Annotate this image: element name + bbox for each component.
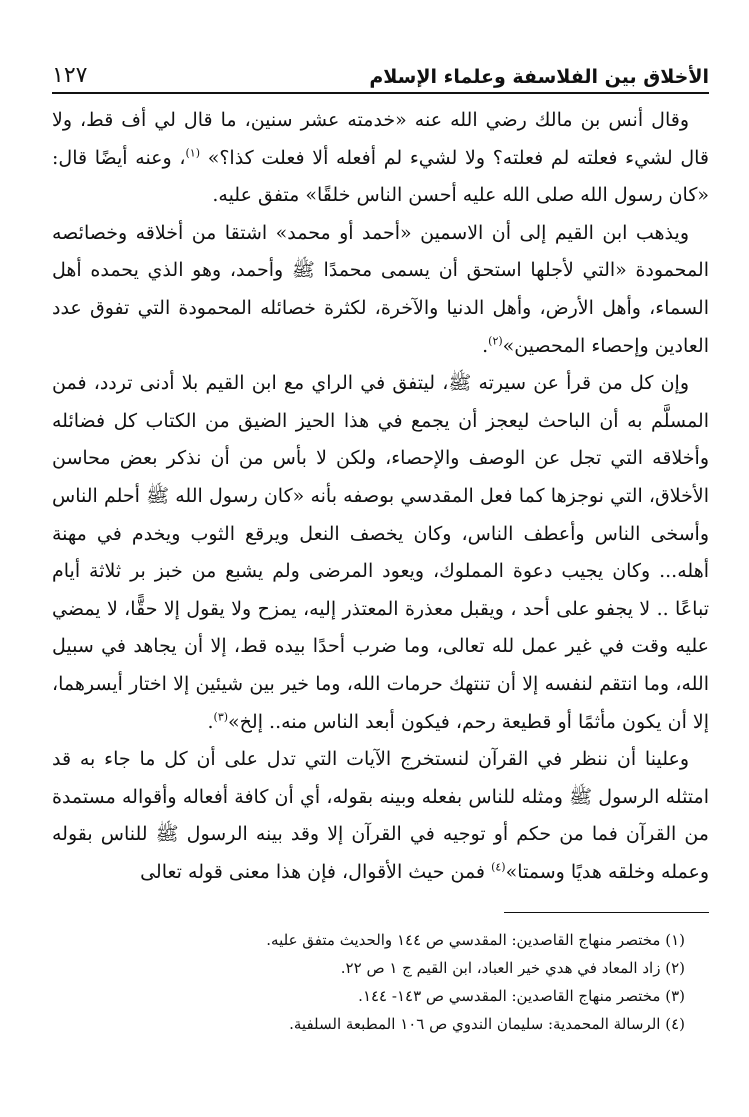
paragraph [52, 102, 709, 215]
paragraph-text: ، وعنه أيضًا قال: «كان رسول الله صلى الله عليه أحسن الناس خلقًا» متفق عليه. [52, 146, 709, 207]
book-page [52, 48, 709, 1088]
paragraph-text: ويذهب ابن القيم إلى أن الاسمين «أحمد أو محمد» اشتقا من أخلاقه وخصائصه المحمودة «التي لأجلها استحق أن يسمى محمدًا ﷺ وأحمد، وهو الذي يحمده أهل السماء، وأهل الأرض، وأهل الدنيا والآخرة، لكثرة خصائله المحمودة التي تفوق عدد العادين وإحصاء المحصين» [52, 221, 709, 357]
footnote: (١) مختصر منهاج القاصدين: المقدسي ص ١٤٤ والحديث متفق عليه. [266, 931, 685, 949]
page-number: ١٢٧ [52, 63, 88, 88]
paragraph: وإن كل من قرأ عن سيرته ﷺ، ليتفق في الراي مع ابن القيم بلا أدنى تردد، فمن المسلَّم به أن الباحث ليعجز أن يجمع في هذا الحيز الضيق من الكتاب كل فضائله وأخلاقه التي تجل عن الوصف والإحصاء، ولكن لا بأس من أن نذكر بعض محاسن الأخلاق، التي نوجزها كما فعل المقدسي بوصفه بأنه «كان رسول الله ﷺ أحلم الناس وأسخى الناس وأعطف الناس، وكان يخصف النعل ويرقع الثوب ويخدم في مهنة أهله... وكان يجيب دعوة المملوك، ويعود المرضى ولم يشبع من خبز بر ثلاثة أيام تباعًا .. لا يجفو على أحد ، ويقبل معذرة المعتذر إليه، يمزح ولا يقول إلا حقًّا، لا يمضي عليه وقت في غير عمل لله تعالى، وما ضرب أحدًا بيده قط، إلا أن يجاهد في سبيل الله، وما انتقم لنفسه إلا أن تنتهك حرمات الله، وما خير بين شيئين إلا اختار أيسرهما، إلا أن يكون مأثمًا أو قطيعة رحم، فيكون أبعد الناس منه.. إلخ»$^{(٣)}$. [52, 372, 709, 733]
paragraph-text: وقال أنس بن مالك رضي الله عنه «خدمته عشر سنين، ما قال لي أف قط، ولا قال لشيء فعلته لم فعلته؟ ولا لشيء لم أفعله ألا فعلت كذا؟» [52, 109, 710, 169]
footnote-divider [504, 912, 709, 913]
paragraph-text: فمن حيث الأقوال، فإن هذا معنى قوله تعالى [140, 860, 486, 883]
paragraph [52, 741, 709, 891]
running-title: الأخلاق بين الفلاسفة وعلماء الإسلام [369, 66, 709, 88]
paragraph-text: وإن كل من قرأ عن سيرته ﷺ، ليتفق في الراي مع ابن القيم بلا أدنى تردد، فمن المسلَّم به أن الباحث ليعجز أن يجمع في هذا الحيز الضيق من الكتاب كل فضائله وأخلاقه التي تجل عن الوصف والإحصاء، ولكن لا بأس من أن نذكر بعض محاسن الأخلاق، التي نوجزها كما فعل المقدسي بوصفه بأنه «كان رسول الله ﷺ أحلم الناس وأسخى الناس وأعطف الناس، وكان يخصف النعل ويرقع الثوب ويخدم في مهنة أهله... وكان يجيب دعوة المملوك، ويعود المرضى ولم يشبع من خبز بر ثلاثة أيام تباعًا .. لا يجفو على أحد ، ويقبل معذرة المعتذر إليه، يمزح ولا يقول إلا حقًّا، لا يمضي عليه وقت في غير عمل لله تعالى، وما ضرب أحدًا بيده قط، إلا أن يجاهد في سبيل الله، وما انتقم لنفسه إلا أن تنتهك حرمات الله، وما خير بين شيئين إلا اختار أيسرهما، إلا أن يكون مأثمًا أو قطيعة رحم، فيكون أبعد الناس منه.. إلخ» [52, 372, 709, 733]
footnote-ref: (١) [185, 146, 201, 160]
paragraph-text: وعلينا أن ننظر في القرآن لنستخرج الآيات التي تدل على أن كل ما جاء به قد امتثله الرسول ﷺ ومثله للناس بفعله وبينه بقوله، أي أن كافة أفعاله وأقواله مستمدة من القرآن فما من حكم أو توجيه في القرآن إلا وقد بينه الرسول ﷺ للناس بقوله وعمله وخلقه هديًا وسمتا» [52, 748, 709, 883]
page-header [52, 48, 709, 94]
footnote-ref: (٤) [491, 860, 506, 874]
main-text [52, 102, 709, 891]
footnote-ref: (٣) [213, 710, 229, 724]
footnote: (٢) زاد المعاد في هدي خير العباد، ابن القيم ج ١ ص ٢٢. [340, 959, 685, 977]
footnotes [52, 926, 709, 1038]
footnote: (٤) الرسالة المحمدية: سليمان الندوي ص ١٠٦ المطبعة السلفية. [289, 1015, 685, 1033]
footnote-ref: (٢) [488, 334, 503, 348]
paragraph: ويذهب ابن القيم إلى أن الاسمين «أحمد أو محمد» اشتقا من أخلاقه وخصائصه المحمودة «التي لأجلها استحق أن يسمى محمدًا ﷺ وأحمد، وهو الذي يحمده أهل السماء، وأهل الأرض، وأهل الدنيا والآخرة، لكثرة خصائله المحمودة التي تفوق عدد العادين وإحصاء المحصين»$^{(٢)}$. [52, 221, 709, 357]
footnote: (٣) مختصر منهاج القاصدين: المقدسي ص ١٤٣- ١٤٤. [358, 987, 685, 1005]
